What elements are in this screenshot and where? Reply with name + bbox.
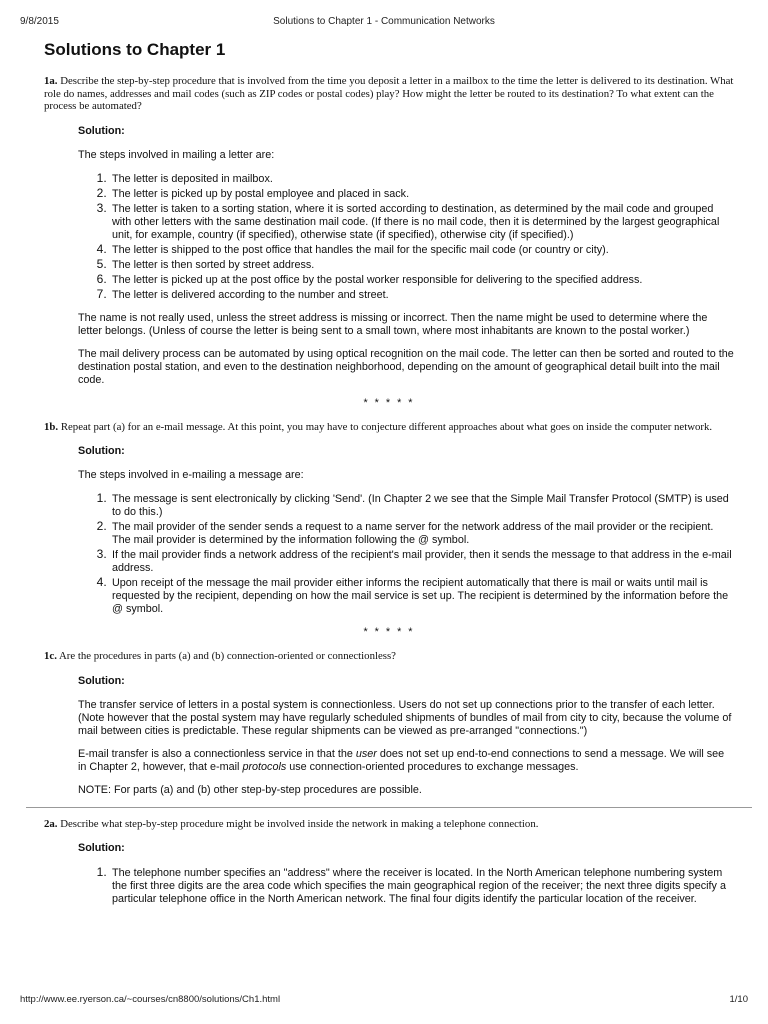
list-item: 1. The message is sent electronically by clicking 'Send'. (In Chapter 2 we see that the Simple Mail Transfer Protocol (SMTP) is used to do this.) (110, 492, 734, 519)
question-text: Describe what step-by-step procedure might be involved inside the network in making a telephone connection. (60, 817, 539, 830)
question-number: 1a. (44, 75, 58, 87)
solution-paragraph: The name is not really used, unless the street address is missing or incorrect. Then the name might be used to determine where the letter belongs. (Unless of course the letter is being sent to a small town, where most inhabitants are known to the postal worker.) (78, 311, 708, 337)
solution-label: Solution: (78, 124, 125, 137)
solution-note: NOTE: For parts (a) and (b) other step-by-step procedures are possible. (78, 783, 422, 796)
list-item: 1. The telephone number specifies an "address" where the receiver is located. In the North American telephone numbering system the first three digits are the area code which specifies the main geographical region of the receiver; the next three digits specify a particular telephone office in the North American network. The final four digits identify the particular location of the receiver. (110, 866, 734, 906)
solution-intro: The steps involved in e-mailing a message are: (78, 469, 304, 481)
list-item: 5. The letter is then sorted by street address. (110, 258, 734, 272)
emphasis-text: user (355, 747, 377, 760)
question-number: 1b. (44, 420, 59, 433)
list-item: 3. If the mail provider finds a network address of the recipient's mail provider, then it sends the message to that address in the e-mail address. (110, 548, 734, 575)
solution-paragraph: The mail delivery process can be automated by using optical recognition on the mail code. The letter can then be sorted and routed to the destination postal station, and even to the destination neighborhood, depending on the amount of geographical detail built into the mail code. (78, 347, 734, 386)
question-1a (44, 75, 734, 113)
solution-2a (78, 842, 734, 906)
steps-list (78, 492, 734, 616)
section-separator: * * * * * (363, 396, 415, 409)
text-run: does not set up end-to-end connections to send a message. We will see in Chapter 2, however, that e-mail (78, 747, 725, 773)
list-item: 2. The letter is picked up by postal employee and placed in sack. (110, 187, 734, 201)
solution-paragraph (78, 748, 734, 774)
document-body (44, 40, 734, 916)
print-date: 9/8/2015 (20, 16, 59, 27)
horizontal-divider (26, 807, 752, 808)
list-item: 2. The mail provider of the sender sends a request to a name server for the network address of the mail provider or the recipient. The mail provider is determined by the information following the @ symbol. (110, 520, 734, 547)
list-item: 3. The letter is taken to a sorting station, where it is sorted according to destination, as determined by the mail code and grouped with other letters with the same destination mail code. (If there is no mail code, then it is determined by the largest geographical unit, for example, country (if specified), otherwise state (if specified), otherwise city (if specified).) (110, 202, 734, 242)
question-1c (44, 650, 734, 663)
emphasis-text: protocols (242, 760, 287, 773)
question-text: Are the procedures in parts (a) and (b) connection-oriented or connectionless? (59, 650, 396, 662)
question-number: 2a. (44, 817, 58, 830)
solution-1a (78, 125, 734, 387)
question-1b (44, 421, 734, 434)
text-run: E-mail transfer is also a connectionless service in that the (78, 747, 356, 760)
page-number: 1/10 (729, 994, 748, 1005)
list-item: 4. Upon receipt of the message the mail provider either informs the recipient automatically that there is mail or waits until mail is requested by the recipient, depending on how the mail service is set up. The recipient is determined by the information before the @ symbol. (110, 576, 734, 616)
print-page-title: Solutions to Chapter 1 - Communication Networks (273, 16, 495, 27)
list-item: 1. The letter is deposited in mailbox. (110, 172, 734, 186)
solution-label: Solution: (78, 674, 125, 687)
solution-1c (78, 675, 734, 797)
print-header (20, 16, 748, 30)
section-separator: * * * * * (363, 626, 415, 638)
text-run: use connection-oriented procedures to exchange messages. (286, 760, 579, 773)
solution-label: Solution: (78, 445, 125, 457)
question-2a (44, 818, 734, 831)
question-number: 1c. (44, 650, 57, 662)
solution-paragraph: The transfer service of letters in a postal system is connectionless. Users do not set up connections prior to the transfer of each letter. (Note however that the postal system may have regularly scheduled shipments of bundles of mail from city to city, because the volume of mail between cities is predictable. These regular shipments can be viewed as pre-arranged "connections.") (78, 698, 732, 737)
solution-intro: The steps involved in mailing a letter are: (78, 148, 275, 161)
solution-1b (78, 445, 734, 616)
list-item: 4. The letter is shipped to the post office that handles the mail for the specific mail code (or country or city). (110, 243, 734, 257)
list-item: 7. The letter is delivered according to the number and street. (110, 288, 734, 302)
print-url: http://www.ee.ryerson.ca/~courses/cn8800/solutions/Ch1.html (20, 994, 281, 1005)
question-text: Describe the step-by-step procedure that is involved from the time you deposit a letter in a mailbox to the time the letter is delivered to its destination. What role do names, addresses and mail codes (such as ZIP codes or postal codes) play? How might the letter be routed to its destination? To what extent can the process be automated? (44, 75, 734, 112)
list-item: 6. The letter is picked up at the post office by the postal worker responsible for delivering to the specified address. (110, 273, 734, 287)
page-title: Solutions to Chapter 1 (44, 40, 226, 59)
print-footer (20, 994, 748, 1008)
question-text: Repeat part (a) for an e-mail message. At this point, you may have to conjecture different approaches about what goes on inside the computer network. (60, 420, 713, 433)
steps-list (78, 172, 734, 302)
solution-label: Solution: (78, 842, 125, 854)
steps-list (78, 866, 734, 906)
